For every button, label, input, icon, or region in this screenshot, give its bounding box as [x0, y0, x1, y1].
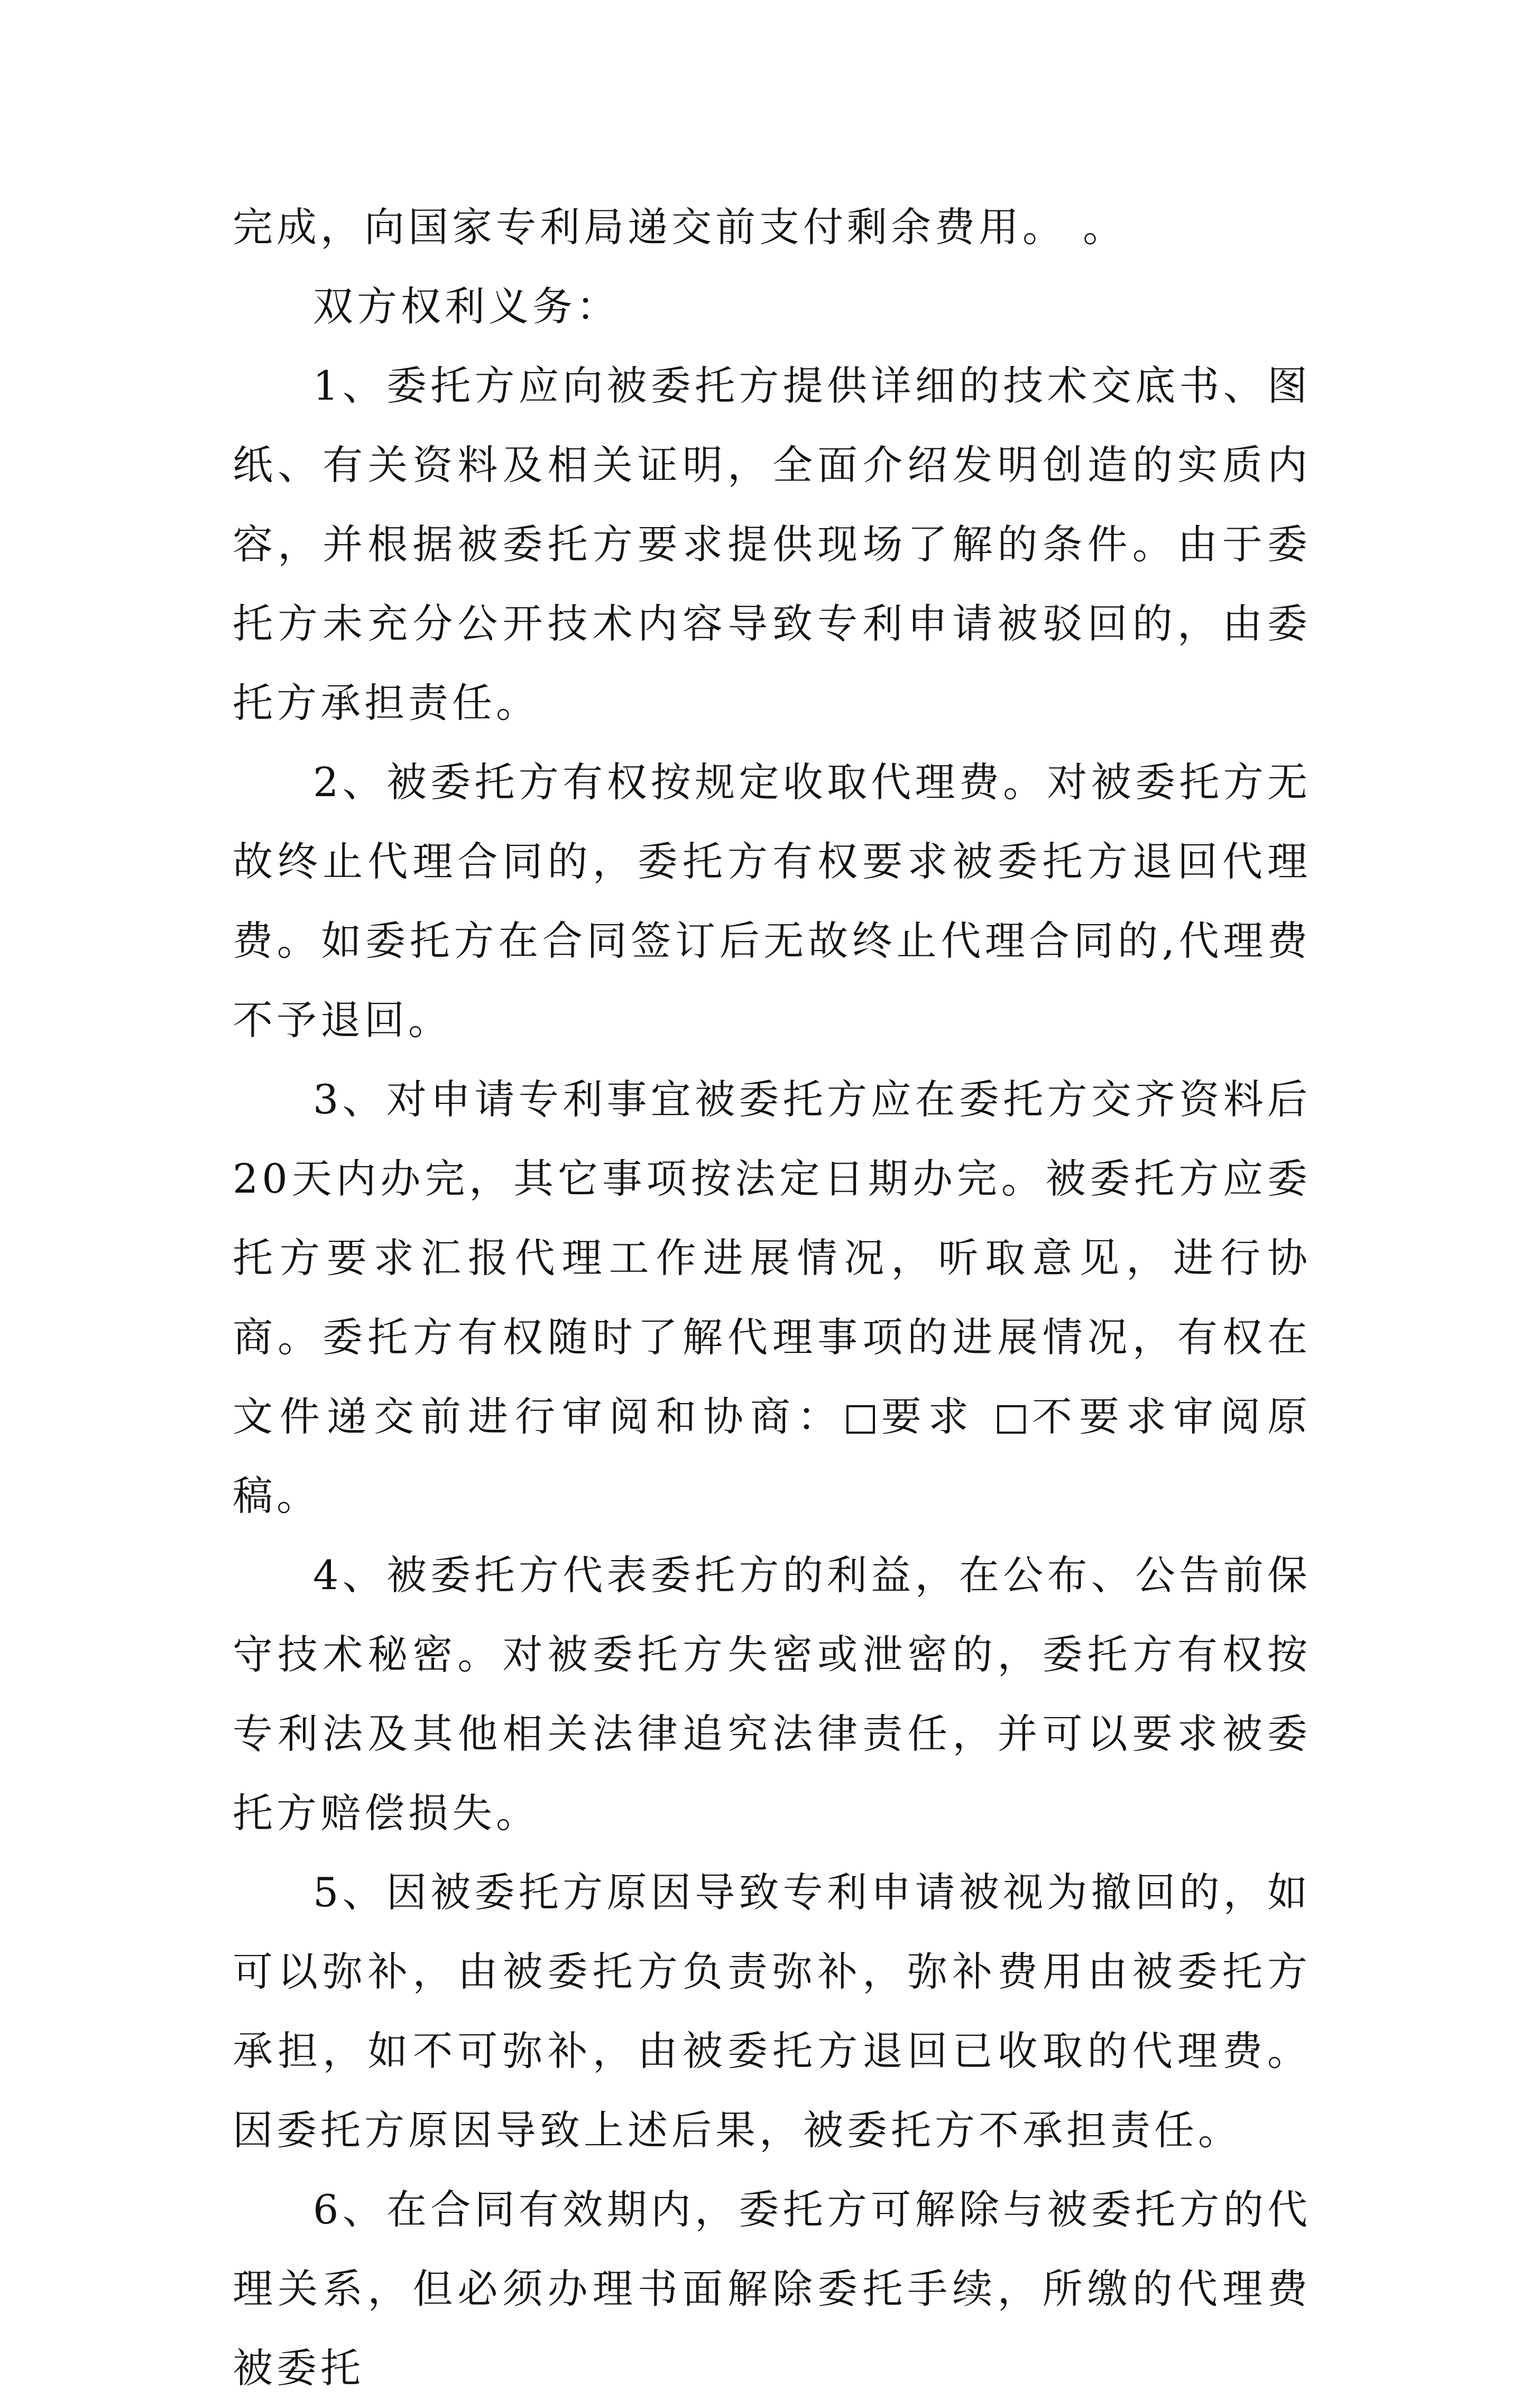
checkbox-require-review[interactable]: [846, 1405, 875, 1434]
option-require-label: 要求: [878, 1393, 975, 1440]
paragraph-payment-continued: 完成，向国家专利局递交前支付剩余费用。 。: [233, 204, 1127, 251]
clause-2: 2、被委托方有权按规定收取代理费。对被委托方无故终止代理合同的，委托方有权要求被委托方退回代理费。如委托方在合同签订后无故终止代理合同的,代理费不予退回。: [233, 759, 1311, 1044]
document-body: [233, 188, 1311, 2408]
clause-3: [233, 1060, 1311, 1536]
option-no-review-label: 不要求审阅原稿。: [233, 1393, 1312, 1519]
clause-5: 5、因被委托方原因导致专利申请被视为撤回的，如可以弥补，由被委托方负责弥补，弥补费用由被委托方承担，如不可弥补，由被委托方退回已收取的代理费。因委托方原因导致上述后果，被委托方不承担责任。: [233, 1869, 1311, 2154]
clause-3-text: 3、对申请专利事宜被委托方应在委托方交齐资料后20天内办完，其它事项按法定日期办完。被委托方应委托方要求汇报代理工作进展情况，听取意见，进行协商。委托方有权随时了解代理事项的进展情况，有权在文件递交前进行审阅和协商：: [233, 1076, 1311, 1440]
checkbox-no-review[interactable]: [997, 1405, 1026, 1434]
clause-1: 1、委托方应向被委托方提供详细的技术交底书、图纸、有关资料及相关证明，全面介绍发明创造的实质内容，并根据被委托方要求提供现场了解的条件。由于委托方未充分公开技术内容导致专利申请被驳回的，由委托方承担责任。: [233, 362, 1311, 726]
clause-4: 4、被委托方代表委托方的利益，在公布、公告前保守技术秘密。对被委托方失密或泄密的，委托方有权按专利法及其他相关法律追究法律责任，并可以要求被委托方赔偿损失。: [233, 1552, 1311, 1837]
clause-6: 6、在合同有效期内，委托方可解除与被委托方的代理关系，但必须办理书面解除委托手续，所缴的代理费被委托: [233, 2186, 1311, 2392]
section-heading-rights-obligations: 双方权利义务：: [313, 283, 620, 330]
